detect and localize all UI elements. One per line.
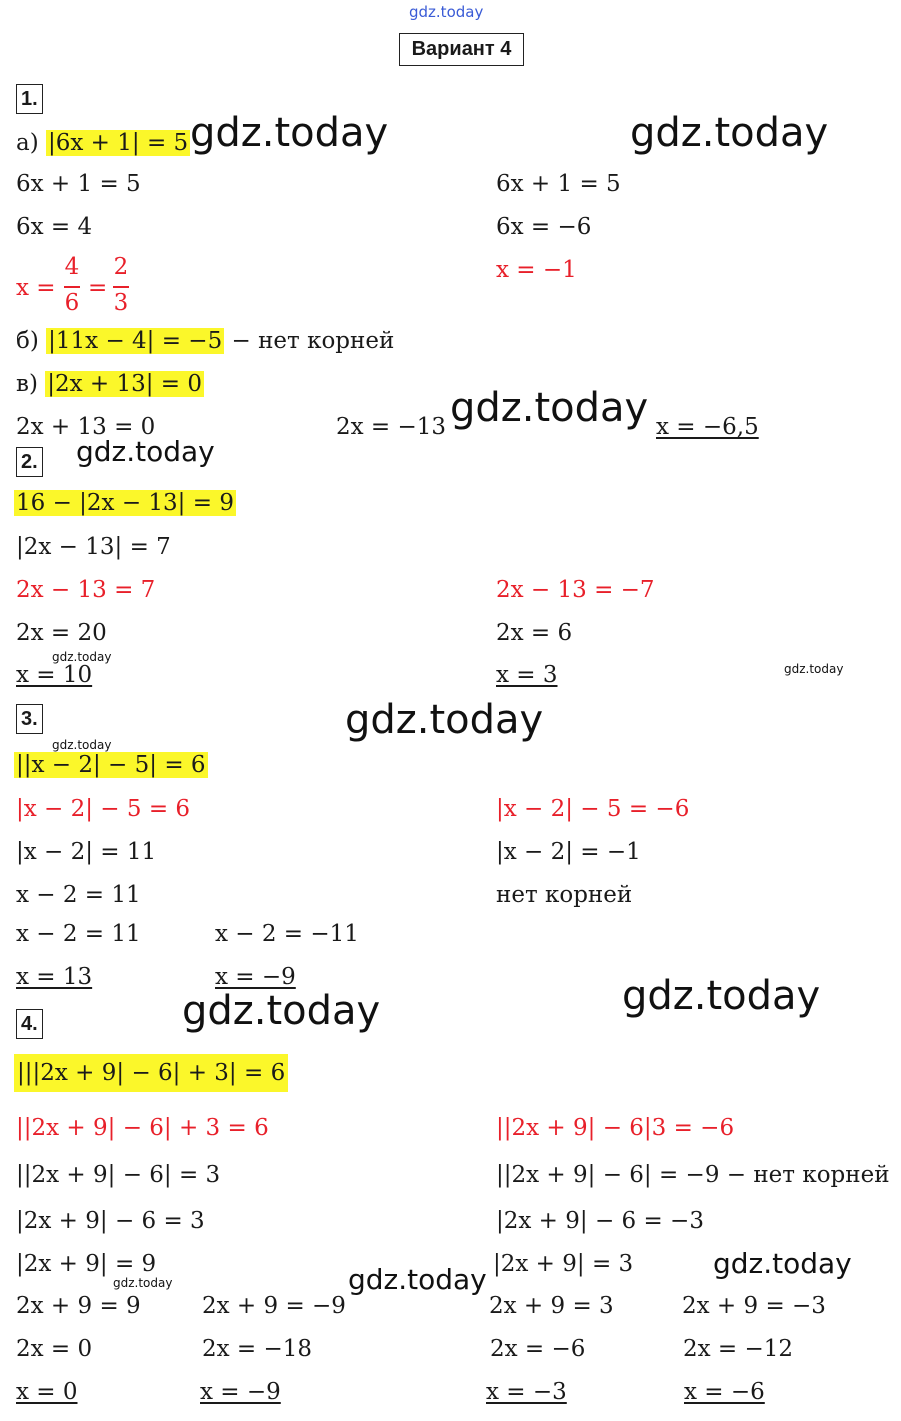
task2-equation-row	[14, 488, 236, 518]
task2-equation: 16 − |2x − 13| = 9	[16, 490, 234, 516]
solution-line: ||2x + 9| − 6|3 = −6	[496, 1115, 735, 1141]
solution-line: 2x + 13 = 0	[16, 414, 156, 440]
task-number-3: 3.	[16, 704, 43, 734]
answer-line: x = 3	[496, 662, 558, 688]
solution-line: |2x + 9| = 9	[16, 1251, 157, 1277]
watermark: gdz.today	[113, 1276, 173, 1290]
watermark: gdz.today	[450, 385, 649, 431]
solution-line: |2x − 13| = 7	[16, 534, 171, 560]
fraction-bar	[113, 286, 129, 288]
solution-line: 2x = 6	[496, 620, 573, 646]
solution-line: 2x − 13 = −7	[496, 577, 655, 603]
solution-line: 6x + 1 = 5	[16, 171, 141, 197]
answer-line: x = −9	[215, 964, 296, 990]
fraction-numerator: 4	[64, 254, 80, 280]
fraction-bar	[64, 286, 80, 288]
task4-equation: |||2x + 9| − 6| + 3| = 6	[14, 1054, 288, 1092]
watermark: gdz.today	[76, 435, 215, 468]
watermark: gdz.today	[409, 3, 484, 21]
solution-line: |2x + 9| − 6 = 3	[16, 1208, 205, 1234]
part-label: в)	[16, 371, 46, 397]
task1-part-c	[16, 369, 204, 399]
task1-part-b	[16, 326, 394, 356]
task1-c-equation: |2x + 13| = 0	[47, 371, 203, 397]
fraction-numerator: 2	[113, 254, 129, 280]
solution-line: 2x + 9 = −9	[202, 1293, 346, 1319]
answer-line: x = 13	[16, 964, 93, 990]
answer-text: нет корней	[496, 882, 633, 908]
solution-line: |x − 2| − 5 = 6	[16, 796, 191, 822]
solution-line: 2x = 20	[16, 620, 107, 646]
solution-line: |x − 2| − 5 = −6	[496, 796, 690, 822]
solution-line: 2x = 0	[16, 1336, 93, 1362]
task4-equation-row	[14, 1058, 288, 1088]
solution-line: 2x + 9 = 9	[16, 1293, 141, 1319]
task1-a-equation: |6x + 1| = 5	[48, 130, 189, 156]
solution-line: 6x + 1 = 5	[496, 171, 621, 197]
solution-line: 2x = −13	[336, 414, 447, 440]
part-label: а)	[16, 130, 46, 156]
solution-line: ||2x + 9| − 6| + 3 = 6	[16, 1115, 269, 1141]
solution-line: 2x = −18	[202, 1336, 313, 1362]
watermark: gdz.today	[622, 973, 821, 1019]
answer-line: x = −6,5	[656, 414, 759, 440]
task-number-1: 1.	[16, 84, 43, 114]
solution-line: |x − 2| = 11	[16, 839, 157, 865]
solution-line: |x − 2| = −1	[496, 839, 641, 865]
answer-line: x = −3	[486, 1379, 567, 1405]
solution-line: ||2x + 9| − 6| = 3	[16, 1162, 221, 1188]
part-label: б)	[16, 328, 47, 354]
task-number-2: 2.	[16, 447, 43, 477]
solution-line: 6x = 4	[16, 214, 93, 240]
solution-line: ||2x + 9| − 6| = −9 − нет корней	[496, 1162, 890, 1188]
solution-line: x − 2 = −11	[215, 921, 359, 947]
solution-line: x − 2 = 11	[16, 921, 141, 947]
watermark: gdz.today	[784, 662, 844, 676]
fraction-denominator: 3	[113, 290, 129, 316]
solution-line: x = −1	[496, 257, 577, 283]
watermark: gdz.today	[345, 697, 544, 743]
task3-equation-row	[14, 750, 208, 780]
solution-line: 2x + 9 = −3	[682, 1293, 826, 1319]
solution-line: 2x = −6	[490, 1336, 586, 1362]
equals-sign: =	[88, 275, 108, 301]
task1-part-a	[16, 128, 190, 158]
solution-line: x − 2 = 11	[16, 882, 141, 908]
solution-line: |2x + 9| = 3	[493, 1251, 634, 1277]
task-number-4: 4.	[16, 1009, 43, 1039]
solution-line: x =	[16, 275, 56, 301]
answer-line: x = −9	[200, 1379, 281, 1405]
solution-line: 2x − 13 = 7	[16, 577, 156, 603]
watermark: gdz.today	[630, 110, 829, 156]
solution-line: 2x + 9 = 3	[489, 1293, 614, 1319]
solution-line: 2x = −12	[683, 1336, 794, 1362]
watermark: gdz.today	[348, 1263, 487, 1296]
task1-b-equation: |11x − 4| = −5	[48, 328, 223, 354]
answer-text: − нет корней	[224, 328, 395, 354]
fraction-denominator: 6	[64, 290, 80, 316]
watermark: gdz.today	[52, 650, 112, 664]
watermark: gdz.today	[52, 738, 112, 752]
watermark: gdz.today	[190, 110, 389, 156]
answer-line: x = 0	[16, 1379, 78, 1405]
watermark: gdz.today	[713, 1247, 852, 1280]
watermark: gdz.today	[182, 988, 381, 1034]
variant-title: Вариант 4	[399, 33, 524, 66]
solution-line: |2x + 9| − 6 = −3	[496, 1208, 704, 1234]
answer-line: x = 10	[16, 662, 93, 688]
task3-equation: ||x − 2| − 5| = 6	[16, 752, 206, 778]
solution-line: 6x = −6	[496, 214, 592, 240]
answer-line: x = −6	[684, 1379, 765, 1405]
